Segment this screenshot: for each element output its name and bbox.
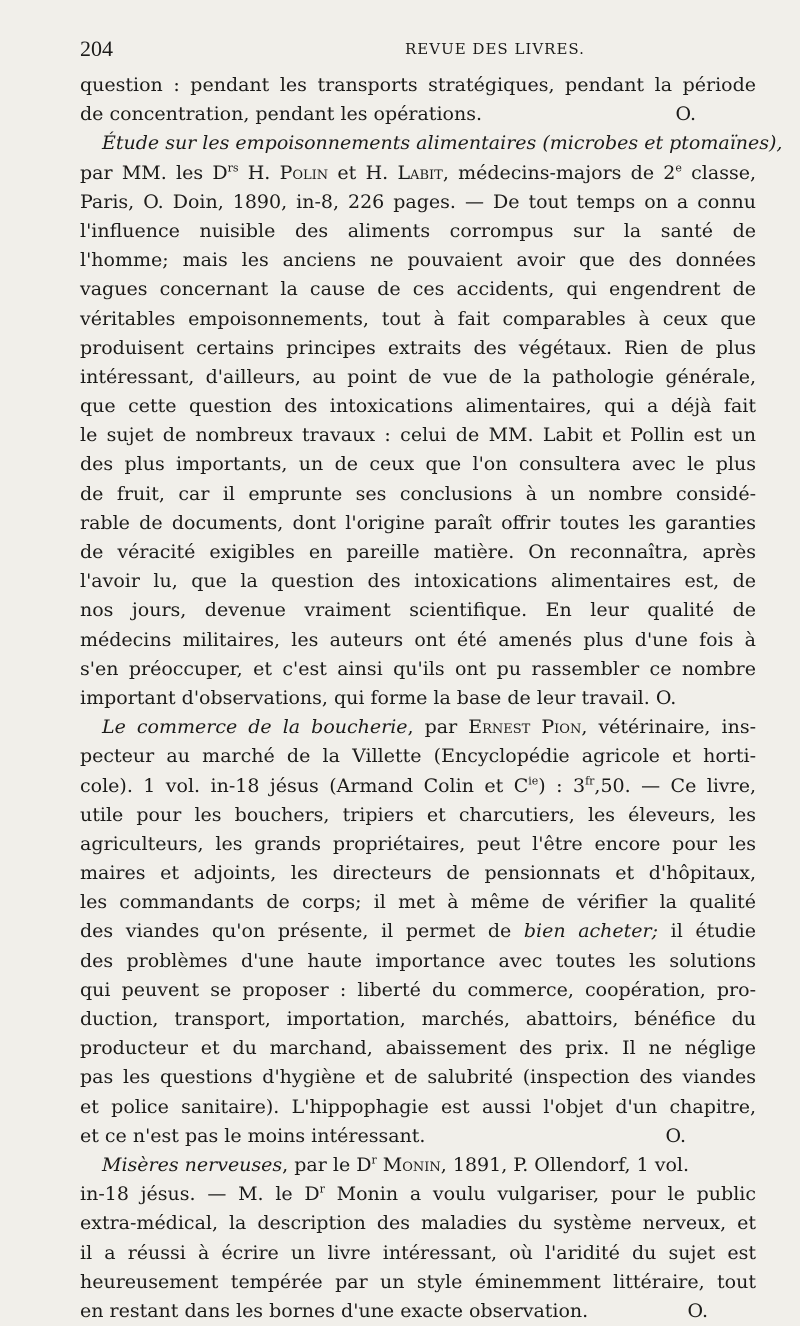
text-line: le sujet de nombreux travaux : celui de MM. Labit et Pollin est un bbox=[80, 424, 756, 447]
running-title: REVUE DES LIVRES. bbox=[405, 40, 585, 58]
text-line: par MM. les $D^{rs}$ H. Polin et H. Labit, médecins-majors de 2e classe, bbox=[80, 161, 757, 184]
book-title: Le commerce de la boucherie bbox=[102, 716, 408, 739]
text-line: rable de documents, dont l'origine paraît offrir toutes les garanties bbox=[80, 511, 756, 534]
text-line: l'influence nuisible des aliments corrompus sur la santé de bbox=[80, 219, 756, 242]
text-line: il a réussi à écrire un livre intéressant, où l'aridité du sujet est bbox=[80, 1241, 756, 1264]
text-line: que cette question des intoxications alimentaires, qui a déjà fait bbox=[80, 395, 756, 418]
review-signature: O. bbox=[687, 1299, 708, 1322]
text-line: en restant dans les bornes d'une exacte observation. O. bbox=[80, 1297, 756, 1326]
review-boucherie bbox=[80, 713, 756, 1151]
page-header bbox=[80, 36, 760, 66]
text-line: des problèmes d'une haute importance avec toutes les solutions bbox=[80, 949, 756, 972]
review-heading-line bbox=[80, 129, 783, 158]
text-line: des viandes qu'on présente, il permet de bien acheter; il étudie bbox=[80, 920, 756, 943]
author-name: Polin bbox=[279, 161, 329, 184]
text-line: duction, transport, importation, marchés, abattoirs, bénéfice du bbox=[80, 1008, 756, 1030]
text-line: heureusement tempérée par un style éminemment littéraire, tout bbox=[80, 1270, 756, 1293]
author-name: Ernest Pion bbox=[468, 716, 582, 739]
text-line: véritables empoisonnements, tout à fait comparables à ceux que bbox=[80, 307, 756, 330]
text-line: in-18 jésus. — M. le $D^r$ Monin a voulu vulgariser, pour le public bbox=[80, 1182, 756, 1206]
text-line: de concentration, pendant les opérations. O. bbox=[80, 100, 756, 129]
text-line: vagues concernant la cause de ces accidents, qui engendrent de bbox=[80, 278, 756, 301]
text-line: cole). 1 vol. in-18 jésus (Armand Colin et $C^{ie}$) : $3^{fr},50$. — Ce livre, bbox=[80, 774, 757, 797]
text-line: question : pendant les transports stratégiques, pendant la période bbox=[80, 74, 756, 96]
text-line: les commandants de corps; il met à même de vérifier la qualité bbox=[80, 891, 756, 914]
text-line: pas les questions d'hygiène et de salubrité (inspection des viandes bbox=[80, 1066, 756, 1089]
text-line: et police sanitaire). L'hippophagie est aussi l'objet d'un chapitre, bbox=[80, 1095, 756, 1118]
text-line: s'en préoccuper, et c'est ainsi qu'ils ont pu rassembler ce nombre bbox=[80, 657, 756, 680]
text-line: important d'observations, qui forme la base de leur travail. O. bbox=[80, 686, 677, 709]
text-line: producteur et du marchand, abaissement des prix. Il ne néglige bbox=[80, 1037, 756, 1060]
text-line: pecteur au marché de la Villette (Encyclopédie agricole et horti- bbox=[80, 745, 756, 768]
review-signature: O. bbox=[665, 1124, 686, 1147]
review-miseres bbox=[80, 1151, 756, 1326]
text-line: nos jours, devenue vraiment scientifique. En leur qualité de bbox=[80, 599, 756, 622]
text-line: produisent certains principes extraits des végétaux. Rien de plus bbox=[80, 336, 756, 359]
paragraph-military bbox=[80, 71, 756, 129]
text-line: extra-médical, la description des maladies du système nerveux, et bbox=[80, 1212, 756, 1235]
text-line: médecins militaires, les auteurs ont été amenés plus d'une fois à bbox=[80, 628, 756, 651]
book-title: Étude sur les empoisonnements alimentaires bbox=[102, 132, 537, 155]
text-line: intéressant, d'ailleurs, au point de vue de la pathologie générale, bbox=[80, 365, 756, 388]
text-line: utile pour les bouchers, tripiers et charcutiers, les éleveurs, les bbox=[80, 803, 756, 826]
page-number: 204 bbox=[80, 36, 113, 61]
text-line: qui peuvent se proposer : liberté du commerce, coopération, pro- bbox=[80, 978, 756, 1001]
text-line: des plus importants, un de ceux que l'on consultera avec le plus bbox=[80, 453, 756, 476]
author-name: Monin bbox=[382, 1153, 441, 1176]
book-title: Misères nerveuses bbox=[102, 1153, 283, 1176]
text-line: Paris, O. Doin, 1890, in-8, 226 pages. — De tout temps on a connu bbox=[80, 190, 756, 213]
text-line: l'avoir lu, que la question des intoxications alimentaires est, de bbox=[80, 570, 756, 593]
review-heading-line: Misères nerveuses, par le $D^r$ Monin, 1891, P. Ollendorf, 1 vol. bbox=[102, 1153, 690, 1176]
book-subtitle: (microbes et ptomaïnes), bbox=[542, 132, 783, 155]
text-line: et ce n'est pas le moins intéressant. O. bbox=[80, 1122, 756, 1151]
review-empoisonnements bbox=[80, 129, 783, 713]
article-body bbox=[80, 71, 783, 1326]
text-line: maires et adjoints, les directeurs de pensionnats et d'hôpitaux, bbox=[80, 862, 756, 885]
text-line: l'homme; mais les anciens ne pouvaient avoir que des données bbox=[80, 249, 756, 272]
review-signature: O. bbox=[675, 103, 696, 126]
review-signature: O. bbox=[655, 686, 677, 709]
text-line: de fruit, car il emprunte ses conclusions à un nombre considé- bbox=[80, 482, 756, 505]
review-heading-line: Le commerce de la boucherie, par Ernest Pion, vétérinaire, ins- bbox=[102, 716, 756, 739]
text-line: de véracité exigibles en pareille matière. On reconnaîtra, après bbox=[80, 541, 756, 563]
text-line: agriculteurs, les grands propriétaires, peut l'être encore pour les bbox=[80, 832, 756, 855]
emphasis-text: bien acheter; bbox=[523, 920, 659, 943]
author-name: Labit bbox=[397, 161, 443, 184]
